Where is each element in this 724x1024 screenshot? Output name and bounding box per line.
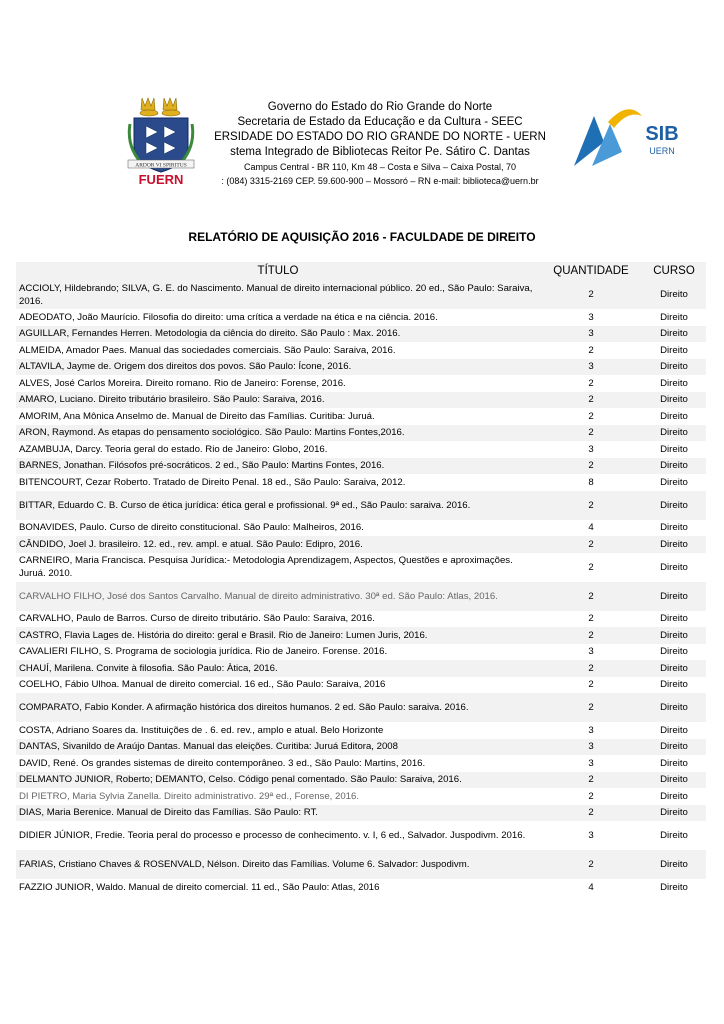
table-row [16,520,706,537]
table-row [16,772,706,789]
table-row [16,425,706,442]
course-cell: Direito [660,476,688,488]
header-line-2: Secretaria de Estado da Educação e da Cultura - SEEC [237,116,523,128]
table-row [16,739,706,756]
book-title-cell: CAVALIERI FILHO, S. Programa de sociologia jurídica. Rio de Janeiro. Forense. 2016. [19,646,388,658]
book-title-cell: DI PIETRO, Maria Sylvia Zanella. Direito administrativo. 29ª ed., Forense, 2016. [19,790,360,802]
table-row [16,693,706,722]
quantity-cell: 2 [540,660,642,677]
quantity-cell: 2 [540,693,642,722]
book-title-cell: CARNEIRO, Maria Francisca. Pesquisa Jurídica:- Metodologia Aprendizagem, Aspectos, Questões e aproximações. Juruá. 2010. [19,555,513,579]
report-title: RELATÓRIO DE AQUISIÇÃO 2016 - FACULDADE DE DIREITO [188,230,536,244]
header-line-4: stema Integrado de Bibliotecas Reitor Pe. Sátiro C. Dantas [230,146,530,158]
quantity-cell: 2 [540,850,642,879]
table-row [16,280,706,309]
quantity-cell: 2 [540,280,642,309]
table-row [16,375,706,392]
course-cell: Direito [660,646,688,658]
course-cell: Direito [642,280,706,309]
table-row [16,821,706,850]
book-title-cell: AMORIM, Ana Mônica Anselmo de. Manual de Direito das Famílias. Curitiba: Juruá. [19,410,375,422]
table-row [16,660,706,677]
table-body [16,280,706,896]
quantity-cell: 2 [540,425,642,442]
table-row [16,850,706,879]
header-address: Campus Central - BR 110, Km 48 – Costa e Silva – Caixa Postal, 70 [244,162,516,172]
course-cell: Direito [660,522,688,534]
course-cell: Direito [642,425,706,442]
book-title-cell: DAVID, René. Os grandes sistemas de direito contemporâneo. 3 ed., São Paulo: Martins, 2016. [19,757,426,769]
book-title-cell: CASTRO, Flavia Lages de. História do direito: geral e Brasil. Rio de Janeiro: Lumen Juris, 2016. [16,627,540,644]
quantity-cell: 2 [540,392,642,409]
course-cell: Direito [642,627,706,644]
column-header-title: TÍTULO [16,262,540,280]
course-cell: Direito [642,850,706,879]
table-row [16,458,706,475]
book-title-cell: CARVALHO, Paulo de Barros. Curso de direito tributário. São Paulo: Saraiva, 2016. [19,613,375,625]
course-cell: Direito [642,805,706,822]
quantity-cell: 2 [588,377,594,389]
course-cell: Direito [660,830,688,841]
quantity-cell: 2 [588,410,594,422]
book-title-cell: COSTA, Adriano Soares da. Instituições de . 6. ed. rev., amplo e atual. Belo Horizonte [19,724,384,736]
course-cell: Direito [642,739,706,756]
course-cell: Direito [660,377,688,389]
logo-fuern-text: FUERN [138,172,184,187]
table-row [16,408,706,425]
quantity-cell: 2 [588,344,594,356]
book-title-cell: AZAMBUJA, Darcy. Teoria geral do estado. Rio de Janeiro: Globo, 2016. [19,443,328,455]
table-row [16,611,706,628]
quantity-cell: 2 [540,491,642,520]
table-row [16,536,706,553]
table-row [16,677,706,694]
quantity-cell: 3 [540,326,642,343]
book-title-cell: DIAS, Maria Berenice. Manual de Direito das Famílias. São Paulo: RT. [16,805,540,822]
table-row [16,491,706,520]
course-cell: Direito [642,693,706,722]
course-cell: Direito [660,613,688,625]
book-title-cell: BITTAR, Eduardo C. B. Curso de ética jurídica: ética geral e profissional. 9ª ed., São Paulo: saraiva. 2016. [16,491,540,520]
course-cell: Direito [660,679,688,691]
sib-logo-text: SIB [645,123,679,145]
quantity-cell: 3 [588,724,594,736]
acquisition-table [16,262,706,896]
quantity-cell: 2 [540,458,642,475]
book-title-cell: BONAVIDES, Paulo. Curso de direito constitucional. São Paulo: Malheiros, 2016. [19,522,364,534]
table-header-row [16,262,706,280]
fuern-logo [124,94,198,188]
book-title-cell: ARON, Raymond. As etapas do pensamento sociológico. São Paulo: Martins Fontes,2016. [16,425,540,442]
course-cell: Direito [642,392,706,409]
quantity-cell: 3 [588,830,594,841]
course-cell: Direito [642,359,706,376]
book-title-cell: CARVALHO FILHO, José dos Santos Carvalho. Manual de direito administrativo. 30ª ed. São Paulo: Atlas, 2016. [16,582,540,611]
quantity-cell: 2 [588,790,594,802]
book-title-cell: AGUILLAR, Fernandes Herren. Metodologia da ciência do direito. São Paulo : Max. 2016. [16,326,540,343]
book-title-cell: CHAUÍ, Marilena. Convite à filosofia. São Paulo: Àtica, 2016. [16,660,540,677]
quantity-cell: 2 [540,805,642,822]
table-row [16,553,706,582]
course-cell: Direito [660,410,688,422]
course-cell: Direito [660,344,688,356]
table-row [16,309,706,326]
table-row [16,722,706,739]
quantity-cell: 2 [540,536,642,553]
course-cell: Direito [642,660,706,677]
book-title-cell: CÂNDIDO, Joel J. brasileiro. 12. ed., rev. ampl. e atual. São Paulo: Edipro, 2016. [16,536,540,553]
logo-motto: ARDOR VI SPIRITUS [135,162,187,169]
sib-uern-logo [568,102,680,174]
course-cell: Direito [642,326,706,343]
course-cell: Direito [660,790,688,802]
table-row [16,627,706,644]
course-cell: Direito [642,491,706,520]
table-row [16,474,706,491]
table-row [16,392,706,409]
table-row [16,805,706,822]
book-title-cell: ALVES, José Carlos Moreira. Direito romano. Rio de Janeiro: Forense, 2016. [19,377,346,389]
quantity-cell: 2 [588,679,594,691]
book-title-cell: FAZZIO JUNIOR, Waldo. Manual de direito comercial. 11 ed., São Paulo: Atlas, 2016 [19,881,380,893]
course-cell: Direito [660,757,688,769]
table-row [16,342,706,359]
table-row [16,359,706,376]
quantity-cell: 2 [540,627,642,644]
table-row [16,755,706,772]
column-header-course: CURSO [642,262,706,280]
book-title-cell: COMPARATO, Fabio Konder. A afirmação histórica dos direitos humanos. 2 ed. São Paulo: saraiva. 2016. [16,693,540,722]
book-title-cell: AMARO, Luciano. Direito tributário brasileiro. São Paulo: Saraiva, 2016. [16,392,540,409]
book-title-cell: ADEODATO, João Maurício. Filosofia do direito: uma crítica a verdade na ética e na ciência. 2016. [19,311,438,323]
course-cell: Direito [642,536,706,553]
table-row [16,326,706,343]
quantity-cell: 4 [588,522,594,534]
quantity-cell: 8 [588,476,594,488]
quantity-cell: 2 [588,561,594,573]
course-cell: Direito [642,772,706,789]
column-header-quantity: QUANTIDADE [540,262,642,280]
quantity-cell: 3 [588,443,594,455]
book-title-cell: ACCIOLY, Hildebrando; SILVA, G. E. do Nascimento. Manual de direito internacional público. 20 ed., São Paulo: Saraiva, 2016. [16,280,540,309]
uern-logo-text: UERN [649,146,675,156]
course-cell: Direito [660,881,688,893]
book-title-cell: BARNES, Jonathan. Filósofos pré-socráticos. 2 ed., São Paulo: Martins Fontes, 2016. [16,458,540,475]
book-title-cell: DIDIER JÚNIOR, Fredie. Teoria peral do processo e processo de conhecimento. v. I, 6 ed., Salvador. Juspodivm. 2016. [19,830,526,841]
table-row [16,644,706,661]
course-cell: Direito [642,458,706,475]
quantity-cell: 2 [540,582,642,611]
quantity-cell: 2 [588,613,594,625]
table-row [16,879,706,896]
course-cell: Direito [642,582,706,611]
header-contact: : (084) 3315-2169 CEP. 59.600-900 – Mossoró – RN e-mail: biblioteca@uern.br [221,176,539,186]
quantity-cell: 3 [540,359,642,376]
quantity-cell: 3 [588,757,594,769]
quantity-cell: 4 [588,881,594,893]
institution-header [200,100,560,188]
book-title-cell: FARIAS, Cristiano Chaves & ROSENVALD, Nélson. Direito das Famílias. Volume 6. Salvador: Juspodivm. [16,850,540,879]
header-line-3: ERSIDADE DO ESTADO DO RIO GRANDE DO NORTE - UERN [214,131,546,143]
course-cell: Direito [660,311,688,323]
book-title-cell: ALMEIDA, Amador Paes. Manual das sociedades comerciais. São Paulo: Saraiva, 2016. [19,344,396,356]
book-title-cell: ALTAVILA, Jayme de. Origem dos direitos dos povos. São Paulo: Ícone, 2016. [16,359,540,376]
course-cell: Direito [660,724,688,736]
quantity-cell: 3 [588,646,594,658]
book-title-cell: COELHO, Fábio Ulhoa. Manual de direito comercial. 16 ed., São Paulo: Saraiva, 2016 [19,679,386,691]
table-row [16,441,706,458]
book-title-cell: BITENCOURT, Cezar Roberto. Tratado de Direito Penal. 18 ed., São Paulo: Saraiva, 2012. [19,476,406,488]
course-cell: Direito [660,561,688,573]
header-line-1: Governo do Estado do Rio Grande do Norte [267,101,493,113]
quantity-cell: 2 [540,772,642,789]
table-row [16,582,706,611]
letterhead [0,92,724,192]
course-cell: Direito [660,443,688,455]
quantity-cell: 3 [588,311,594,323]
book-title-cell: DANTAS, Sivanildo de Araújo Dantas. Manual das eleições. Curitiba: Juruá Editora, 2008 [16,739,540,756]
book-title-cell: DELMANTO JUNIOR, Roberto; DEMANTO, Celso. Código penal comentado. São Paulo: Saraiva, 2016. [16,772,540,789]
table-row [16,788,706,805]
quantity-cell: 3 [540,739,642,756]
